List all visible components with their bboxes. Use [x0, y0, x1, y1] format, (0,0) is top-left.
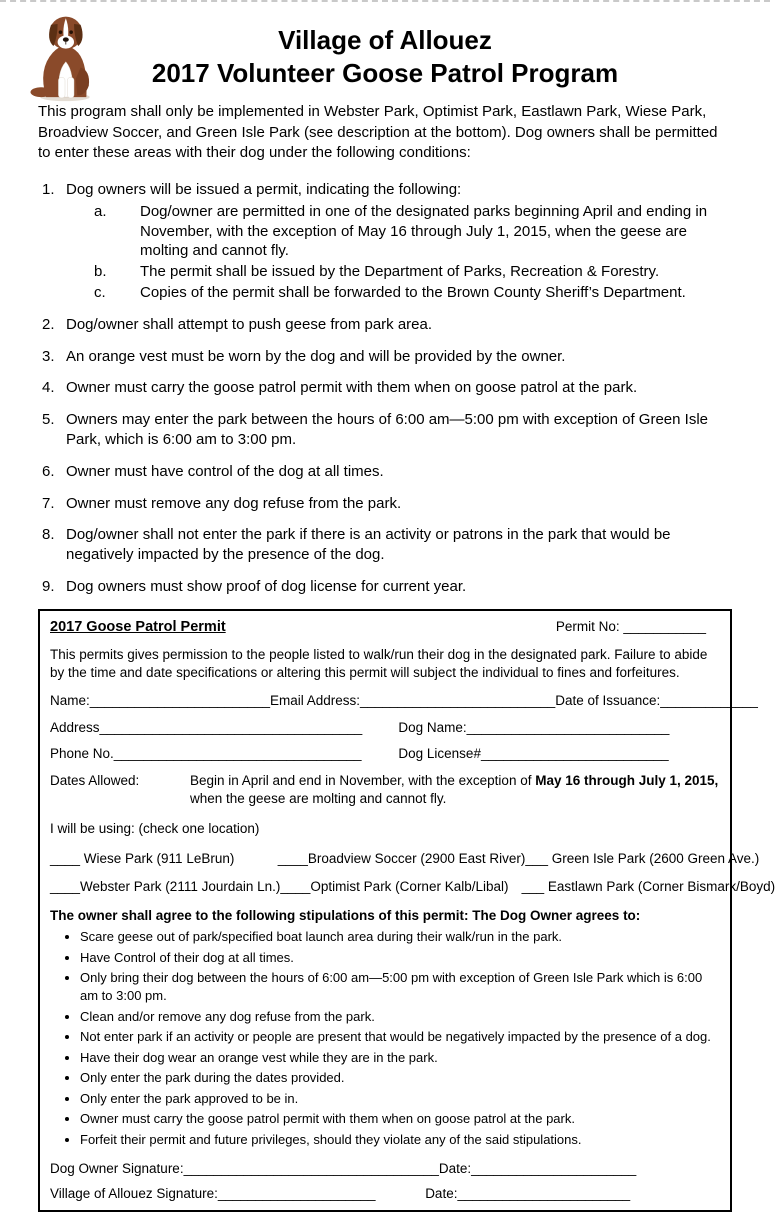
rule-2: [42, 315, 732, 335]
owner-signature-date-field[interactable]: Date:______________________: [438, 1161, 637, 1177]
permit-number-field[interactable]: Permit No: ___________: [555, 618, 706, 634]
dates-allowed-text: [190, 772, 720, 808]
dog-clipart-image: [28, 10, 102, 102]
rules-list: [38, 180, 732, 597]
stipulation-item-6: • Have their dog wear an orange vest while they are in the park.: [80, 1049, 720, 1067]
subrule-a-number: a.: [94, 202, 107, 220]
stipulation-item-8: • Only enter the park approved to be in.: [80, 1090, 720, 1108]
subrule-b-text: The permit shall be issued by the Department of Parks, Recreation & Forestry.: [140, 263, 660, 281]
rule-1-subrules: [94, 202, 732, 303]
phone-license-row: [50, 745, 720, 763]
subrule-b-number: b.: [94, 263, 107, 281]
location-option-wiese-park[interactable]: ____ Wiese Park (911 LeBrun): [50, 850, 235, 866]
rule-9-number: 9.: [42, 578, 55, 596]
location-options-row1: [50, 850, 760, 868]
rule-7: [42, 494, 732, 514]
stipulation-item-3: • Only bring their dog between the hours of 6:00 am—5:00 pm with exception of Green Isle Park which is 6:00 am to 3:00 pm.: [80, 969, 720, 1004]
dates-prefix: Begin in April and end in November, with the exception of: [190, 772, 536, 788]
rule-4-text: Owner must carry the goose patrol permit with them when on goose patrol at the park.: [66, 379, 638, 397]
stipulations-list: [50, 928, 720, 1148]
permit-intro: This permits gives permission to the people listed to walk/run their dog in the designated park. Failure to abide by the time and date specifications or altering this permit will subject the individual to fines and forfeitures.: [50, 646, 708, 680]
name-field[interactable]: Name:________________________: [50, 693, 270, 709]
stipulation-item-2: • Have Control of their dog at all times.: [80, 949, 720, 967]
rule-3-text: An orange vest must be worn by the dog and will be provided by the owner.: [66, 347, 566, 365]
intro-paragraph: This program shall only be implemented in Webster Park, Optimist Park, Eastlawn Park, Wiese Park, Broadview Soccer, and Green Isle Park (see description at the bottom). Dog owners shall be permitted to enter these areas with their dog under the following conditions:: [38, 103, 718, 162]
subrule-a: [94, 202, 732, 261]
dog-license-field[interactable]: Dog License#_________________________: [398, 746, 669, 762]
rule-3: [42, 347, 732, 367]
village-signature-field[interactable]: Village of Allouez Signature:_____________________: [50, 1185, 376, 1201]
rule-8: [42, 525, 732, 565]
document-title-line1: Village of Allouez: [278, 25, 492, 55]
location-option-optimist-park[interactable]: ____Optimist Park (Corner Kalb/Libal): [280, 879, 509, 895]
signature-block: [50, 1160, 720, 1202]
rule-1-number: 1.: [42, 181, 55, 199]
rule-2-text: Dog/owner shall attempt to push geese from park area.: [66, 315, 433, 333]
stipulation-item-1: • Scare geese out of park/specified boat launch area during their walk/run in the park.: [80, 928, 720, 946]
rule-5-number: 5.: [42, 411, 55, 429]
rule-9: [42, 577, 732, 597]
stipulation-item-10: • Forfeit their permit and future privileges, should they violate any of the said stipulations.: [80, 1131, 720, 1149]
rule-7-number: 7.: [42, 494, 55, 512]
stipulation-item-4: • Clean and/or remove any dog refuse from the park.: [80, 1008, 720, 1026]
rule-1: [42, 180, 732, 200]
subrule-b: [94, 262, 732, 282]
document-title-line2: 2017 Volunteer Goose Patrol Program: [151, 57, 619, 88]
rule-6-text: Owner must have control of the dog at all times.: [66, 462, 384, 480]
rule-9-text: Dog owners must show proof of dog license for current year.: [66, 578, 467, 596]
subrule-a-text: Dog/owner are permitted in one of the designated parks beginning April and ending in November, with the exception of May 16 through July 1, 2015, when the geese are molting and cannot fly.: [140, 202, 708, 260]
location-option-green-isle-park[interactable]: ___ Green Isle Park (2600 Green Ave.): [525, 850, 760, 866]
dates-bold-exception: May 16 through July 1, 2015,: [535, 772, 719, 788]
rule-8-number: 8.: [42, 526, 55, 544]
stipulation-item-7: • Only enter the park during the dates provided.: [80, 1069, 720, 1087]
village-signature-row: [50, 1185, 720, 1203]
stipulation-item-9: • Owner must carry the goose patrol permit with them when on goose patrol at the park.: [80, 1110, 720, 1128]
email-field[interactable]: Email Address:__________________________: [269, 693, 556, 709]
owner-signature-row: [50, 1160, 720, 1178]
date-of-issuance-field[interactable]: Date of Issuance:_____________: [555, 693, 758, 709]
dog-illustration: [28, 10, 102, 102]
permit-title-row: [50, 618, 720, 637]
name-email-issuance-row: [50, 692, 758, 710]
phone-field[interactable]: Phone No._________________________________: [50, 746, 362, 762]
rule-2-number: 2.: [42, 315, 55, 333]
rule-5-text: Owners may enter the park between the hours of 6:00 am—5:00 pm with exception of Green Isle Park, which is 6:00 am to 3:00 pm.: [66, 411, 709, 449]
location-options-row2: [50, 878, 775, 896]
location-option-broadview-soccer[interactable]: ____Broadview Soccer (2900 East River): [277, 850, 526, 866]
rule-4-number: 4.: [42, 379, 55, 397]
dates-allowed-label: Dates Allowed:: [50, 772, 140, 788]
address-dogname-row: [50, 719, 720, 737]
stipulations-heading: The owner shall agree to the following stipulations of this permit: The Dog Owner agrees to:: [50, 907, 641, 923]
village-signature-date-field[interactable]: Date:_______________________: [425, 1185, 631, 1201]
dates-allowed-line2: when the geese are molting and cannot fly.: [190, 790, 447, 806]
rule-4: [42, 378, 732, 398]
address-field[interactable]: Address___________________________________: [50, 719, 363, 735]
rule-7-text: Owner must remove any dog refuse from the park.: [66, 494, 402, 512]
subrule-c-text: Copies of the permit shall be forwarded to the Brown County Sheriff’s Department.: [140, 284, 686, 302]
check-location-label: I will be using: (check one location): [50, 821, 260, 837]
document-header: [38, 24, 732, 89]
rule-5: [42, 410, 732, 450]
subrule-c-number: c.: [94, 284, 106, 302]
location-option-webster-park[interactable]: ____Webster Park (2111 Jourdain Ln.): [50, 879, 281, 895]
subrule-c: [94, 283, 732, 303]
rule-6-number: 6.: [42, 462, 55, 480]
dates-allowed-row: [50, 772, 720, 808]
permit-form-box: [38, 609, 775, 1212]
rule-1-text: Dog owners will be issued a permit, indicating the following:: [66, 181, 462, 199]
dog-owner-signature-field[interactable]: Dog Owner Signature:__________________________________: [50, 1161, 439, 1177]
dates-allowed-line1: [190, 772, 720, 790]
rule-3-number: 3.: [42, 347, 55, 365]
rule-6: [42, 462, 732, 482]
location-option-eastlawn-park[interactable]: ___ Eastlawn Park (Corner Bismark/Boyd): [521, 879, 775, 895]
dog-name-field[interactable]: Dog Name:___________________________: [398, 719, 670, 735]
stipulation-item-5: • Not enter park if an activity or people are present that would be negatively impacted by the presence of a dog.: [80, 1028, 720, 1046]
rule-8-text: Dog/owner shall not enter the park if there is an activity or patrons in the park that would be negatively impacted by the presence of the dog.: [66, 526, 671, 564]
permit-title: 2017 Goose Patrol Permit: [50, 618, 226, 635]
